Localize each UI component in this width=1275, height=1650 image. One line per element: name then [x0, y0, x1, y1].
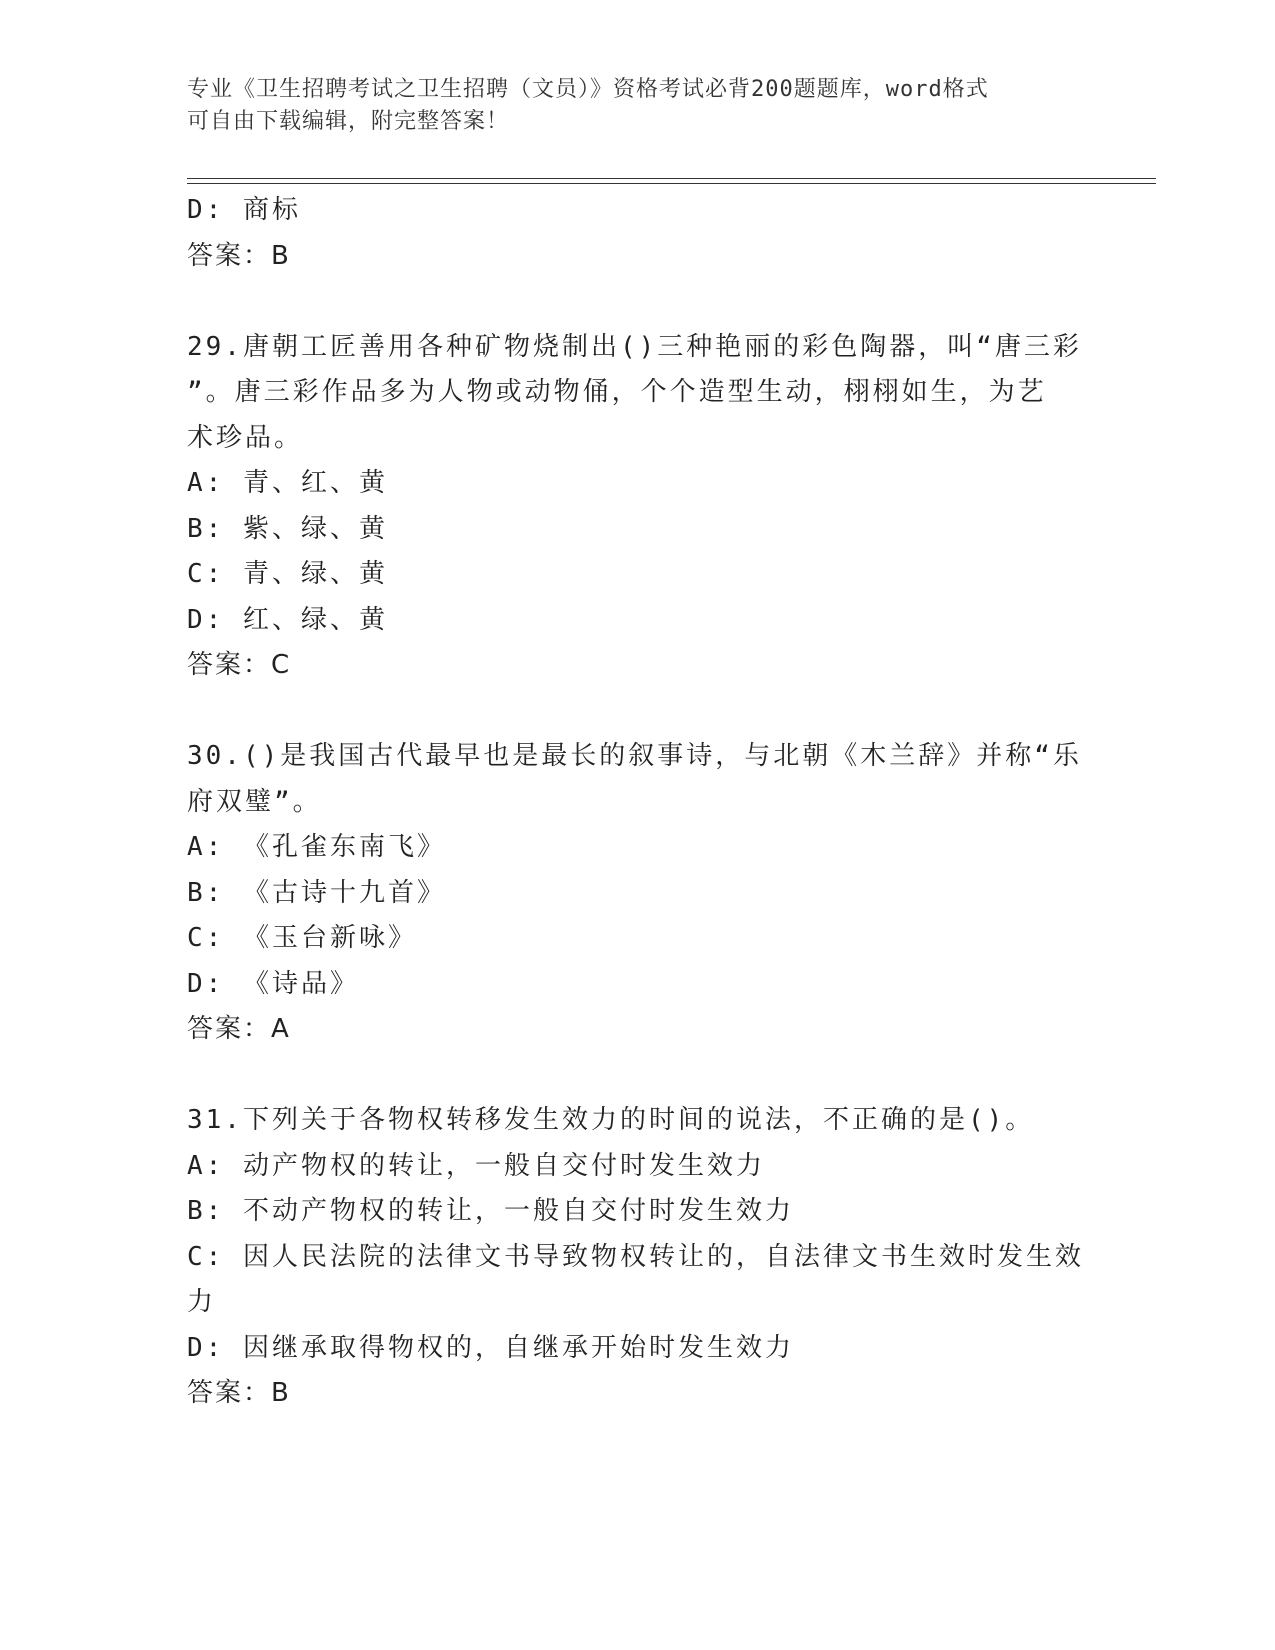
question-stem-line: 29.唐朝工匠善用各种矿物烧制出()三种艳丽的彩色陶器，叫“唐三彩	[187, 331, 1082, 362]
option-b: B: 《古诗十九首》	[187, 877, 446, 908]
question-30	[187, 734, 1087, 1053]
header-divider-top	[187, 178, 1156, 179]
answer-line: 答案：A	[187, 1014, 291, 1044]
question-stem-line: 30.()是我国古代最早也是最长的叙事诗，与北朝《木兰辞》并称“乐	[187, 741, 1082, 771]
option-d: D: 《诗品》	[187, 968, 359, 999]
document-header	[187, 74, 1067, 138]
question-stem-line: 术珍品。	[187, 422, 304, 453]
question-stem-line: ”。唐三彩作品多为人物或动物俑，个个造型生动，栩栩如生，为艺	[187, 377, 1047, 407]
answer-line: 答案：B	[187, 1378, 291, 1408]
option-b: B: 紫、绿、黄	[187, 513, 388, 544]
header-line-2: 可自由下载编辑，附完整答案！	[187, 109, 510, 134]
question-31	[187, 1098, 1087, 1417]
option-d: D: 因继承取得物权的，自继承开始时发生效力	[187, 1332, 794, 1363]
option-d: D: 商标	[187, 195, 301, 225]
question-stem-line: 府双璧”。	[187, 786, 322, 817]
header-divider-bottom	[187, 183, 1156, 184]
option-c: C: 青、绿、黄	[187, 559, 388, 589]
question-stem-line: 31.下列关于各物权转移发生效力的时间的说法，不正确的是()。	[187, 1105, 1035, 1135]
answer-line: 答案：B	[187, 240, 291, 271]
option-b: B: 不动产物权的转让，一般自交付时发生效力	[187, 1196, 794, 1226]
option-c: C: 《玉台新咏》	[187, 923, 417, 953]
option-d: D: 红、绿、黄	[187, 604, 388, 635]
option-a: A: 动产物权的转让，一般自交付时发生效力	[187, 1150, 765, 1181]
option-a: A: 青、红、黄	[187, 468, 388, 498]
option-a: A: 《孔雀东南飞》	[187, 832, 446, 862]
header-line-1: 专业《卫生招聘考试之卫生招聘（文员）》资格考试必背200题题库，word格式	[187, 77, 989, 102]
option-c-continued: 力	[187, 1287, 217, 1317]
question-list	[187, 188, 1087, 1417]
option-c: C: 因人民法院的法律文书导致物权转让的，自法律文书生效时发生效	[187, 1241, 1084, 1272]
question-29	[187, 325, 1087, 689]
answer-line: 答案：C	[187, 650, 292, 680]
